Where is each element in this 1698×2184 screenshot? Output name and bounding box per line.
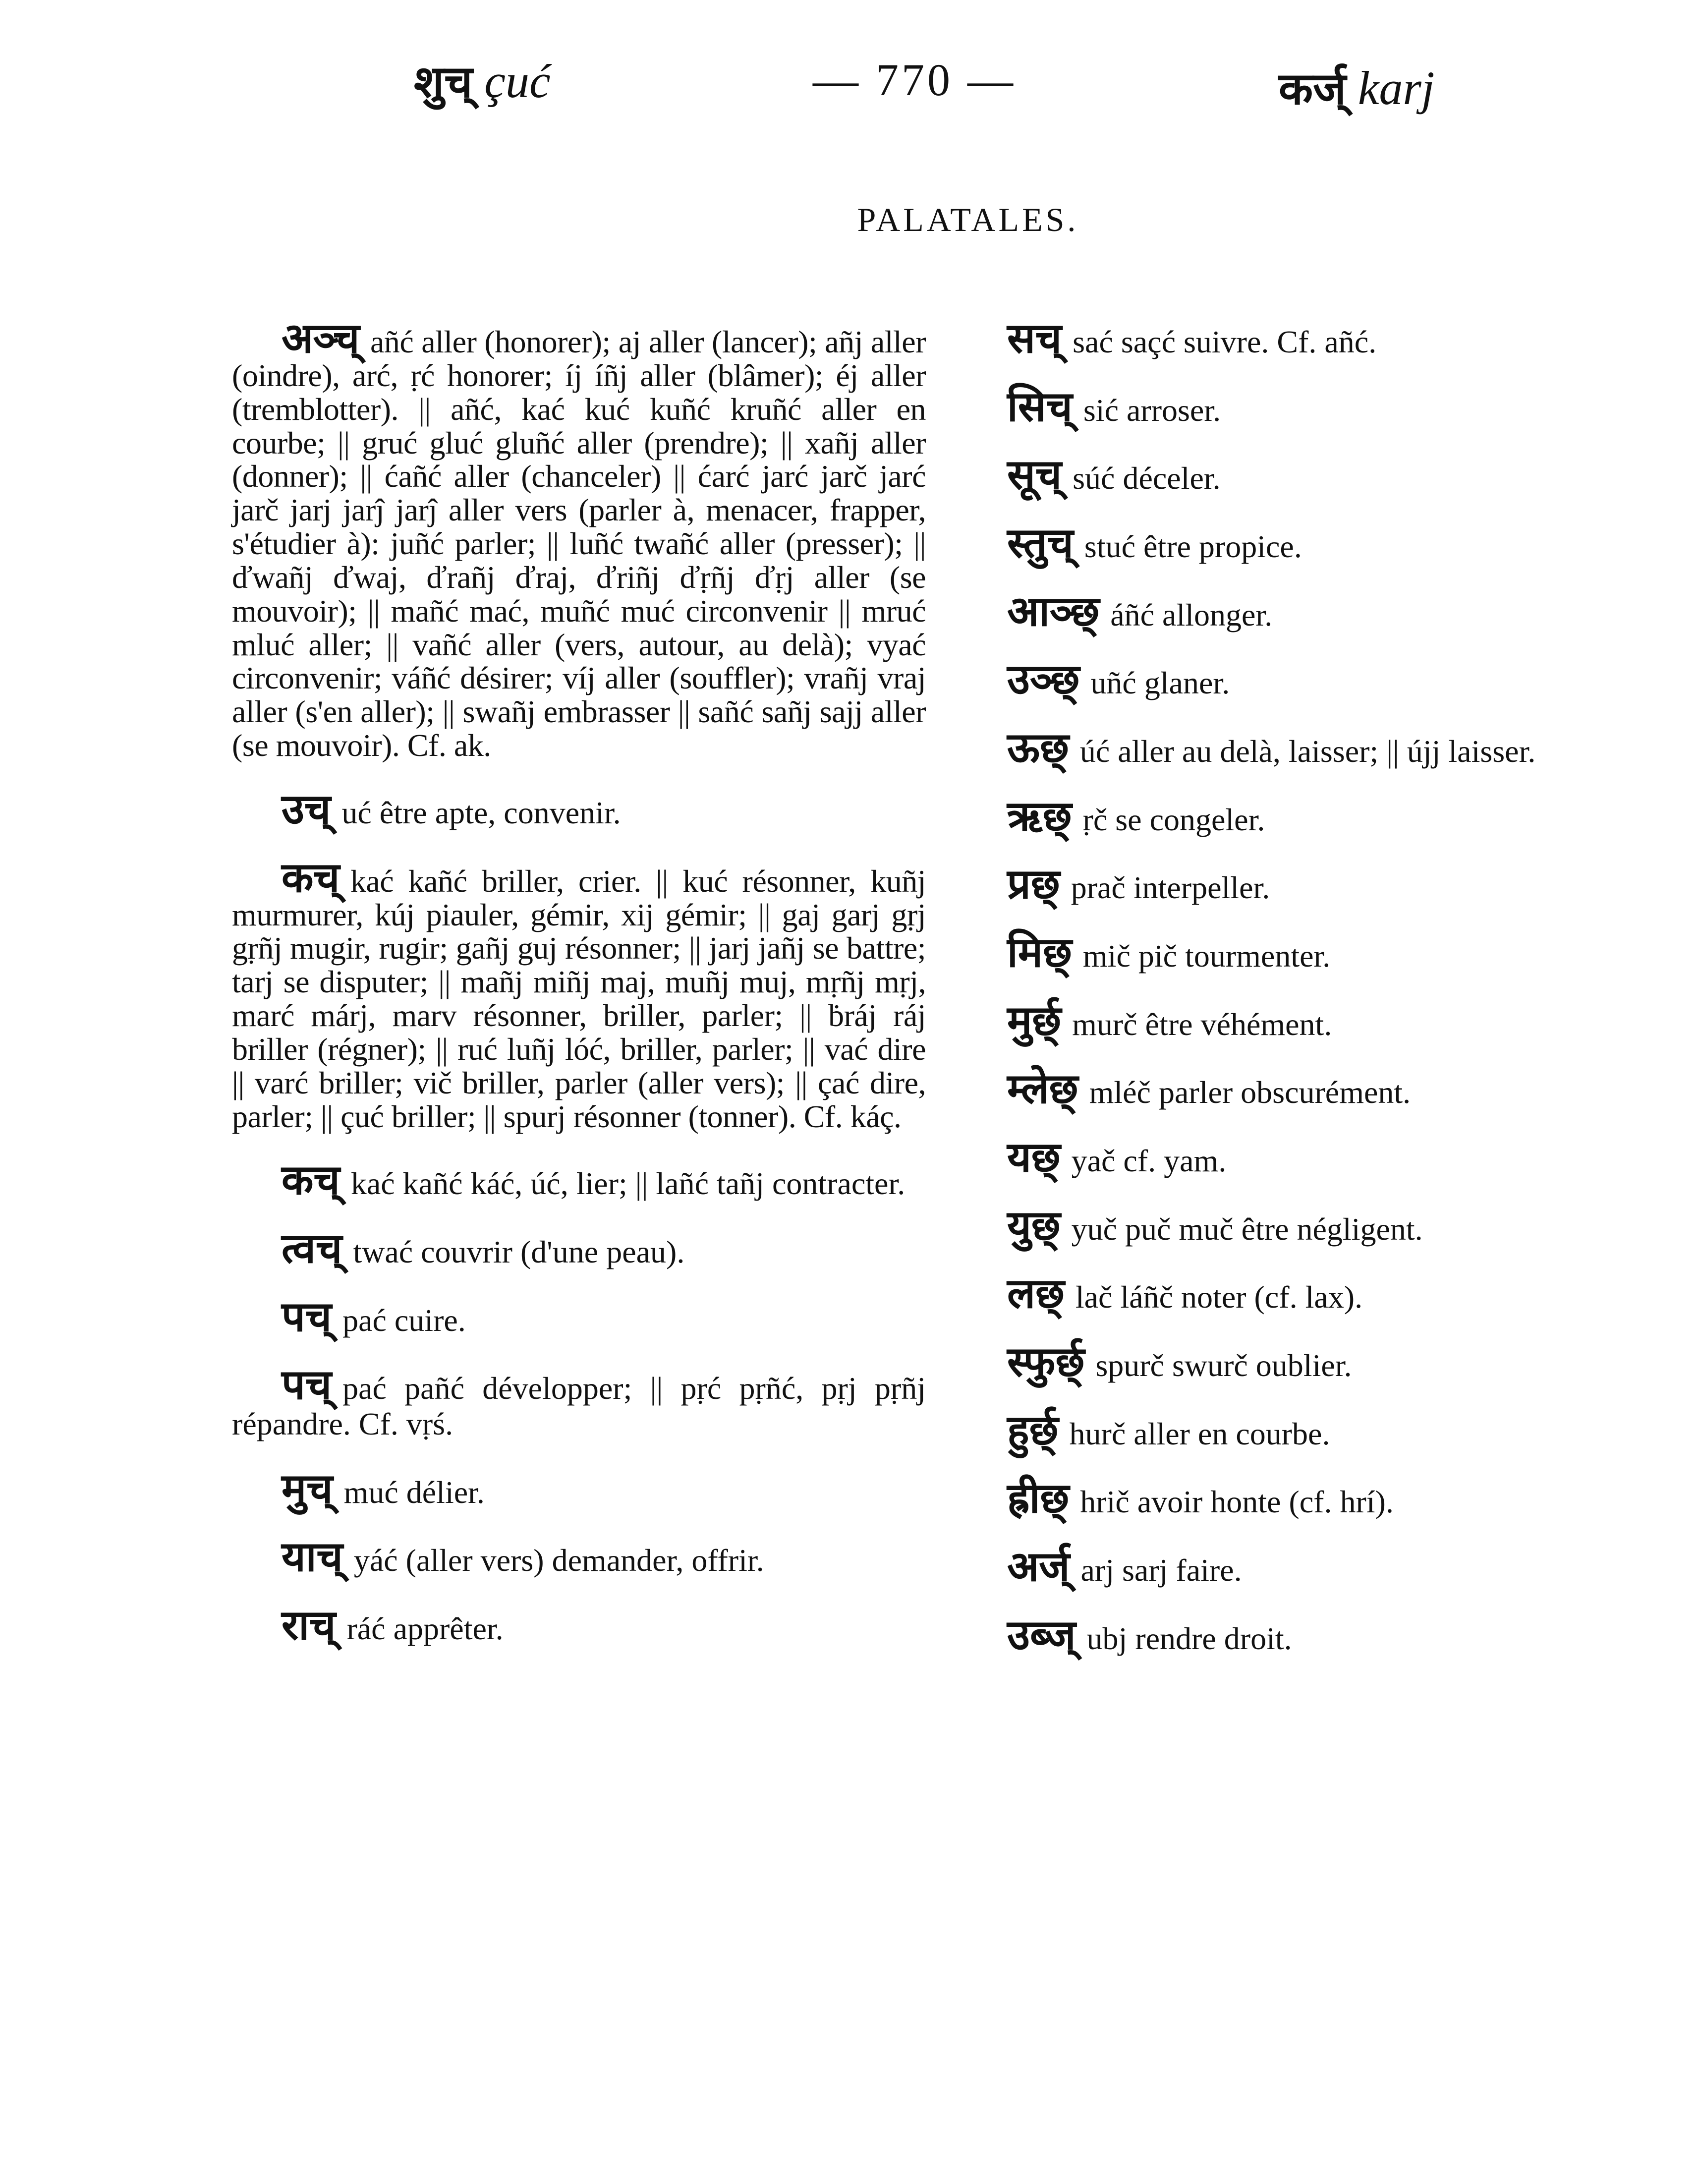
entry-devanagari: सच्: [1007, 314, 1062, 362]
entry-definition: arj sarj faire.: [1080, 1552, 1242, 1588]
dictionary-entry: [971, 1337, 1660, 1386]
dictionary-entry: [232, 314, 926, 763]
entry-definition: súć déceler.: [1073, 460, 1221, 496]
dictionary-entry: [971, 314, 1660, 362]
entry-devanagari: यछ्: [1007, 1133, 1061, 1182]
entry-devanagari: म्लेछ्: [1007, 1064, 1078, 1113]
entry-devanagari: पच्: [282, 1292, 332, 1341]
dictionary-entry: [232, 1360, 926, 1442]
left-column: [232, 314, 926, 1672]
entry-devanagari: प्रछ्: [1007, 860, 1060, 909]
page-number: — 770 —: [813, 55, 1016, 105]
entry-devanagari: अञ्च्: [282, 314, 359, 362]
entry-devanagari: मिछ्: [1007, 928, 1072, 977]
entry-devanagari: ह्रीछ्: [1007, 1474, 1070, 1523]
dictionary-entry: [971, 723, 1660, 772]
entry-devanagari: मुच्: [282, 1464, 333, 1513]
section-title: PALATALES.: [857, 201, 1079, 238]
dictionary-entry: [971, 586, 1660, 635]
entry-devanagari: कच्: [282, 1155, 340, 1205]
entry-definition: ṛč se congeler.: [1082, 802, 1265, 837]
entry-devanagari: मुर्छ्: [1007, 996, 1062, 1045]
dictionary-entry: [971, 1269, 1660, 1318]
right-column: [971, 314, 1660, 1682]
entry-definition: prač interpeller.: [1071, 870, 1270, 906]
entry-definition: muć délier.: [343, 1474, 485, 1510]
entry-definition: yuč puč muč être négligent.: [1071, 1211, 1423, 1247]
dictionary-entry: [971, 382, 1660, 431]
entry-definition: hurč aller en courbe.: [1069, 1416, 1330, 1451]
header-left-transliteration: çuć: [484, 55, 551, 108]
entry-definition: pać pañć développer; || pṛć pṛñć, pṛj pṛñj répandre. Cf. vṛś.: [232, 1371, 926, 1442]
dictionary-entry: [232, 1464, 926, 1513]
entry-devanagari: सूच्: [1007, 450, 1062, 499]
header-left-root: [414, 55, 551, 108]
entry-definition: murč être véhément.: [1072, 1006, 1332, 1042]
entry-devanagari: उब्ज्: [1007, 1610, 1076, 1659]
entry-definition: añć aller (honorer); aj aller (lancer); añj aller (oindre), arć, ṛć honorer; íj íñj aller (blâmer); éj aller (tremblotter). || añć, kać kuć kuñć kruñć aller en courbe; || gruć gluć gluñć aller (prendre); || xañj aller (donner); || ćañć aller (chanceler) || ćarć jarć jarč jarć jarč jarj jarĵ jarĵ aller vers (parler à, menacer, frapper, s'étudier à): juñć parler; || luñć twañć aller (presser); || ďwañj ďwaj, ďrañj ďraj, ďriñj ďṛñj ďṛj aller (se mouvoir); || mañć mać, muñć muć circonvenir || mruć mluć aller; || vañć aller (vers, autour, au delà); vyać circonvenir; váñć désirer; víj aller (souffler); vrañj vraj aller (s'en aller); || swañj embrasser || sañć sañj sajj aller (se mouvoir). Cf. ak.: [232, 324, 926, 763]
entry-devanagari: अर्ज्: [1007, 1542, 1070, 1591]
dictionary-entry: [971, 450, 1660, 499]
dictionary-entry: [971, 655, 1660, 704]
dictionary-entry: [232, 1532, 926, 1581]
entry-definition: áñć allonger.: [1110, 597, 1273, 632]
entry-definition: ubj rendre droit.: [1086, 1620, 1292, 1656]
dictionary-entry: [971, 928, 1660, 977]
entry-devanagari: उञ्छ्: [1007, 655, 1080, 704]
dictionary-entry: [971, 1474, 1660, 1523]
entry-devanagari: हुर्छ्: [1007, 1405, 1059, 1454]
entry-devanagari: स्फुर्छ्: [1007, 1337, 1085, 1386]
entry-devanagari: कच्: [282, 853, 340, 902]
entry-definition: ráć apprêter.: [346, 1611, 504, 1647]
header-right-root: [1279, 61, 1435, 115]
dictionary-entry: [971, 1542, 1660, 1591]
entry-devanagari: आञ्छ्: [1007, 586, 1100, 635]
entry-definition: mič pič tourmenter.: [1082, 938, 1331, 974]
dictionary-entry: [971, 1133, 1660, 1182]
entry-definition: twać couvrir (d'une peau).: [353, 1234, 685, 1270]
entry-definition: sić arroser.: [1083, 392, 1221, 428]
entry-definition: stuć être propice.: [1084, 529, 1302, 565]
entry-definition: uñć glaner.: [1090, 665, 1230, 701]
entry-definition: yáć (aller vers) demander, offrir.: [353, 1543, 764, 1578]
dictionary-entry: [232, 1601, 926, 1650]
entry-definition: lač láñč noter (cf. lax).: [1075, 1279, 1363, 1315]
header-right-devanagari: कर्ज्: [1279, 63, 1346, 115]
entry-definition: kać kañć briller, crier. || kuć résonner, kuñj murmurer, kúj piauler, gémir, xij gémir; || gaj garj gṛj gṛñj mugir, rugir; gañj guj résonner; || jarj jañj se battre; tarj se disputer; || mañj miñj maj, muñj muj, mṛñj mṛj, marć márj, marv résonner, briller, parler; || ḃráj ráj briller (régner); || ruć luñj lóć, briller, parler; || vać dire || varć briller; vič briller, parler (aller vers); || çać dire, parler; || çuć briller; || spurj résonner (tonner). Cf. káç.: [232, 863, 926, 1134]
dictionary-entry: [971, 518, 1660, 568]
entry-devanagari: युछ्: [1007, 1201, 1061, 1250]
entry-devanagari: याच्: [282, 1532, 343, 1581]
running-header: [0, 55, 1698, 124]
entry-definition: kać kañć káć, úć, lier; || lañć tañj contracter.: [350, 1166, 906, 1202]
dictionary-entry: [971, 1405, 1660, 1454]
header-right-transliteration: karj: [1358, 61, 1435, 115]
entry-definition: mléč parler obscurément.: [1089, 1075, 1411, 1110]
dictionary-entry: [232, 1292, 926, 1341]
dictionary-entry: [971, 996, 1660, 1045]
header-left-devanagari: शुच्: [414, 56, 473, 108]
entry-devanagari: सिच्: [1007, 382, 1073, 431]
dictionary-entry: [971, 1201, 1660, 1250]
entry-definition: spurč swurč oublier.: [1095, 1348, 1352, 1383]
entry-devanagari: उच्: [282, 784, 331, 833]
entry-devanagari: त्वच्: [282, 1224, 342, 1273]
dictionary-entry: [971, 860, 1660, 909]
entry-devanagari: स्तुच्: [1007, 518, 1074, 568]
entry-definition: sać saçć suivre. Cf. añć.: [1073, 324, 1377, 359]
entry-definition: uć être apte, convenir.: [341, 795, 621, 830]
dictionary-entry: [232, 853, 926, 1134]
dictionary-entry: [232, 784, 926, 833]
dictionary-entry: [232, 1224, 926, 1273]
entry-devanagari: राच्: [282, 1601, 336, 1650]
entry-devanagari: ऊछ्: [1007, 723, 1069, 772]
entry-definition: yač cf. yam.: [1071, 1143, 1227, 1179]
dictionary-entry: [971, 1610, 1660, 1659]
dictionary-entry: [971, 791, 1660, 840]
entry-definition: pać cuire.: [342, 1302, 466, 1338]
dictionary-entry: [971, 1064, 1660, 1113]
entry-definition: úć aller au delà, laisser; || újj laisser.: [1079, 734, 1536, 769]
entry-devanagari: पच्: [282, 1360, 332, 1409]
entry-devanagari: लछ्: [1007, 1269, 1065, 1318]
entry-devanagari: ऋछ्: [1007, 791, 1072, 840]
entry-definition: hrič avoir honte (cf. hrí).: [1080, 1484, 1394, 1520]
dictionary-entry: [232, 1155, 926, 1205]
